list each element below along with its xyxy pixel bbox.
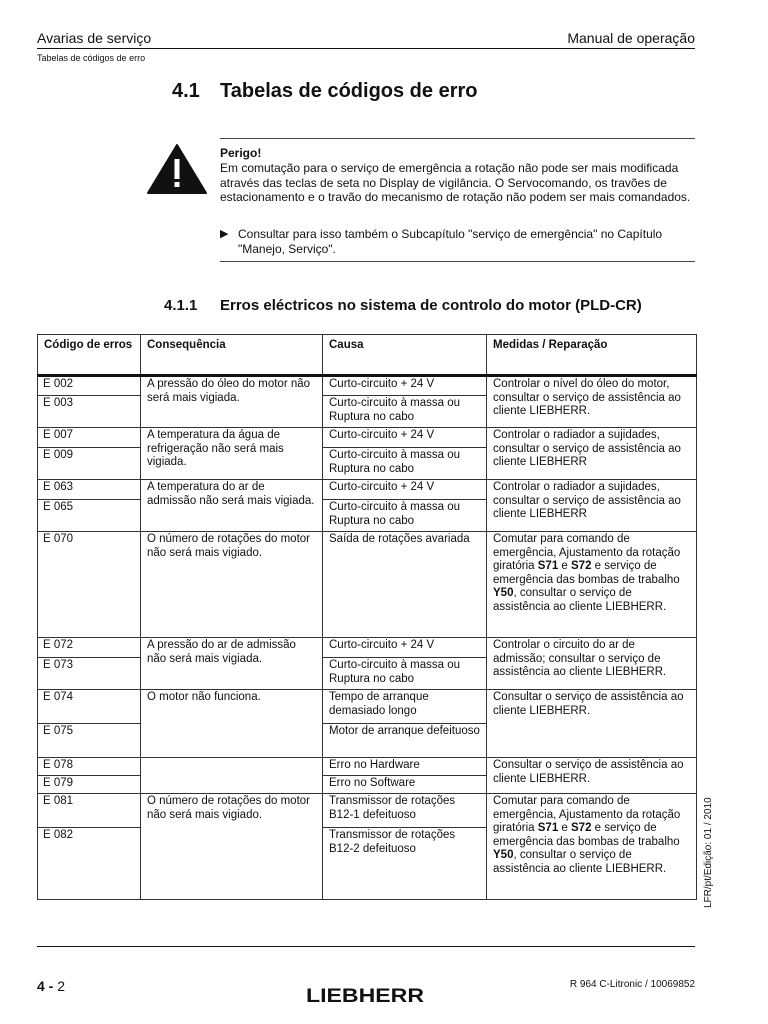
error-code: E 009: [38, 448, 141, 480]
table-row: [38, 638, 697, 658]
liebherr-logo: [305, 985, 425, 1005]
logo-text: LIEBHERR: [306, 986, 425, 1005]
consequence-cell: A pressão do ar de admissão não será mais vigiada.: [141, 638, 323, 690]
cause-cell: Erro no Software: [323, 776, 487, 794]
table-row: [38, 480, 697, 500]
measures-cell: Consultar o serviço de assistência ao cliente LIEBHERR.: [487, 758, 697, 794]
error-code: E 082: [38, 828, 141, 900]
error-code: E 007: [38, 428, 141, 448]
consequence-cell: A temperatura do ar de admissão não será mais vigiada.: [141, 480, 323, 532]
consequence-cell: A pressão do óleo do motor não será mais vigiada.: [141, 376, 323, 428]
consequence-cell: O número de rotações do motor não será mais vigiado.: [141, 532, 323, 638]
table-row: [38, 794, 697, 828]
error-code: E 079: [38, 776, 141, 794]
cause-cell: Curto-circuito + 24 V: [323, 428, 487, 448]
page-separator: -: [44, 978, 58, 994]
edition-label: LFR/pt/Edição: 01 / 2010: [703, 797, 714, 908]
warning-top-rule: [220, 138, 695, 139]
cause-cell: Transmissor de rotações B12-2 defeituoso: [323, 828, 487, 900]
warning-body: Em comutação para o serviço de emergência a rotação não pode ser mais modificada através das teclas de seta no Display de vigilância. O Servocomando, os travões de estacionamento e o travão do mecanismo de rotação não podem ser mais comandados.: [220, 161, 691, 204]
valve-y50-label: Y50: [493, 587, 514, 600]
measures-cell: Controlar o radiador a sujidades, consultar o serviço de assistência ao cliente LIEBHERR: [487, 480, 697, 532]
header-code: Código de erros: [38, 335, 141, 376]
warning-bottom-rule: [220, 261, 695, 262]
cause-cell: Curto-circuito à massa ou Ruptura no cabo: [323, 448, 487, 480]
measures-text: , consultar o serviço de assistência ao cliente LIEBHERR.: [493, 849, 667, 875]
switch-s71-label: S71: [537, 560, 559, 573]
consequence-cell: A temperatura da água de refrigeração não será mais vigiada.: [141, 428, 323, 480]
error-code: E 002: [38, 376, 141, 396]
measures-text: e serviço de emergência das bombas de trabalho: [493, 560, 680, 586]
table-row: [38, 758, 697, 776]
measures-cell: [487, 794, 697, 900]
table-row: [38, 428, 697, 448]
measures-text: e: [558, 560, 572, 573]
header-measures: Medidas / Reparação: [487, 335, 697, 376]
section-title: [172, 80, 477, 103]
measures-text: e: [558, 822, 572, 835]
measures-text: e serviço de emergência das bombas de trabalho: [493, 822, 680, 848]
measures-cell: [487, 532, 697, 638]
cause-cell: Curto-circuito + 24 V: [323, 376, 487, 396]
error-code: E 073: [38, 658, 141, 690]
cause-cell: Saída de rotações avariada: [323, 532, 487, 638]
section-number: 4.1: [172, 80, 200, 102]
arrow-right-icon: ▶: [220, 228, 229, 240]
header-chapter: Avarias de serviço: [37, 30, 152, 46]
page-chapter: 4: [37, 978, 45, 994]
document-reference: R 964 C-Litronic / 10069852: [569, 979, 695, 990]
measures-text: Comutar para comando de emergência, Ajustamento da rotação giratória: [493, 795, 681, 835]
cause-cell: Curto-circuito à massa ou Ruptura no cabo: [323, 658, 487, 690]
warning-reference-text: Consultar para isso também o Subcapítulo "serviço de emergência" no Capítulo "Manejo, Serviço".: [238, 227, 663, 256]
section-title-text: Tabelas de códigos de erro: [220, 80, 478, 102]
table-row: [38, 690, 697, 724]
measures-cell: Consultar o serviço de assistência ao cliente LIEBHERR.: [487, 690, 697, 758]
warning-reference: [220, 227, 695, 256]
error-code: E 075: [38, 724, 141, 758]
page-number: [37, 978, 65, 994]
header-manual: Manual de operação: [567, 30, 695, 46]
subsection-title: [164, 297, 642, 314]
measures-text: Comutar para comando de emergência, Ajustamento da rotação giratória: [493, 533, 681, 573]
header-cause: Causa: [323, 335, 487, 376]
warning-heading: Perigo!: [220, 146, 262, 160]
measures-cell: Controlar o nível do óleo do motor, consultar o serviço de assistência ao cliente LIEBHERR.: [487, 376, 697, 428]
cause-cell: Tempo de arranque demasiado longo: [323, 690, 487, 724]
error-code: E 074: [38, 690, 141, 724]
measures-cell: Controlar o radiador a sujidades, consultar o serviço de assistência ao cliente LIEBHERR: [487, 428, 697, 480]
subsection-number: 4.1.1: [164, 297, 198, 314]
error-code: E 063: [38, 480, 141, 500]
warning-triangle-icon: [144, 143, 218, 195]
header-rule: [37, 48, 695, 49]
header-consequence: Consequência: [141, 335, 323, 376]
error-code: E 003: [38, 396, 141, 428]
switch-s72-label: S72: [571, 822, 592, 835]
footer-rule: [37, 946, 695, 947]
table-header-row: [38, 335, 697, 376]
cause-cell: Motor de arranque defeituoso: [323, 724, 487, 758]
consequence-cell: O número de rotações do motor não será mais vigiado.: [141, 794, 323, 900]
switch-s71-label: S71: [537, 822, 559, 835]
error-code: E 065: [38, 500, 141, 532]
consequence-cell: O motor não funciona.: [141, 690, 323, 758]
subsection-title-text: Erros eléctricos no sistema de controlo do motor (PLD-CR): [220, 297, 642, 314]
error-codes-table: [37, 334, 697, 900]
cause-cell: Curto-circuito + 24 V: [323, 638, 487, 658]
page-index: 2: [57, 978, 66, 994]
error-code: E 072: [38, 638, 141, 658]
table-row: [38, 376, 697, 396]
valve-y50-label: Y50: [493, 849, 514, 862]
cause-cell: Curto-circuito à massa ou Ruptura no cabo: [323, 500, 487, 532]
measures-text: , consultar o serviço de assistência ao cliente LIEBHERR.: [493, 587, 667, 613]
error-code: E 081: [38, 794, 141, 828]
table-row: [38, 532, 697, 638]
measures-cell: Controlar o circuito do ar de admissão; consultar o serviço de assistência ao cliente LIEBHERR.: [487, 638, 697, 690]
header-subtitle: Tabelas de códigos de erro: [37, 53, 146, 63]
cause-cell: Erro no Hardware: [323, 758, 487, 776]
consequence-cell: [141, 758, 323, 794]
cause-cell: Curto-circuito à massa ou Ruptura no cabo: [323, 396, 487, 428]
error-code: E 070: [38, 532, 141, 638]
error-code: E 078: [38, 758, 141, 776]
cause-cell: Transmissor de rotações B12-1 defeituoso: [323, 794, 487, 828]
switch-s72-label: S72: [571, 560, 592, 573]
cause-cell: Curto-circuito + 24 V: [323, 480, 487, 500]
